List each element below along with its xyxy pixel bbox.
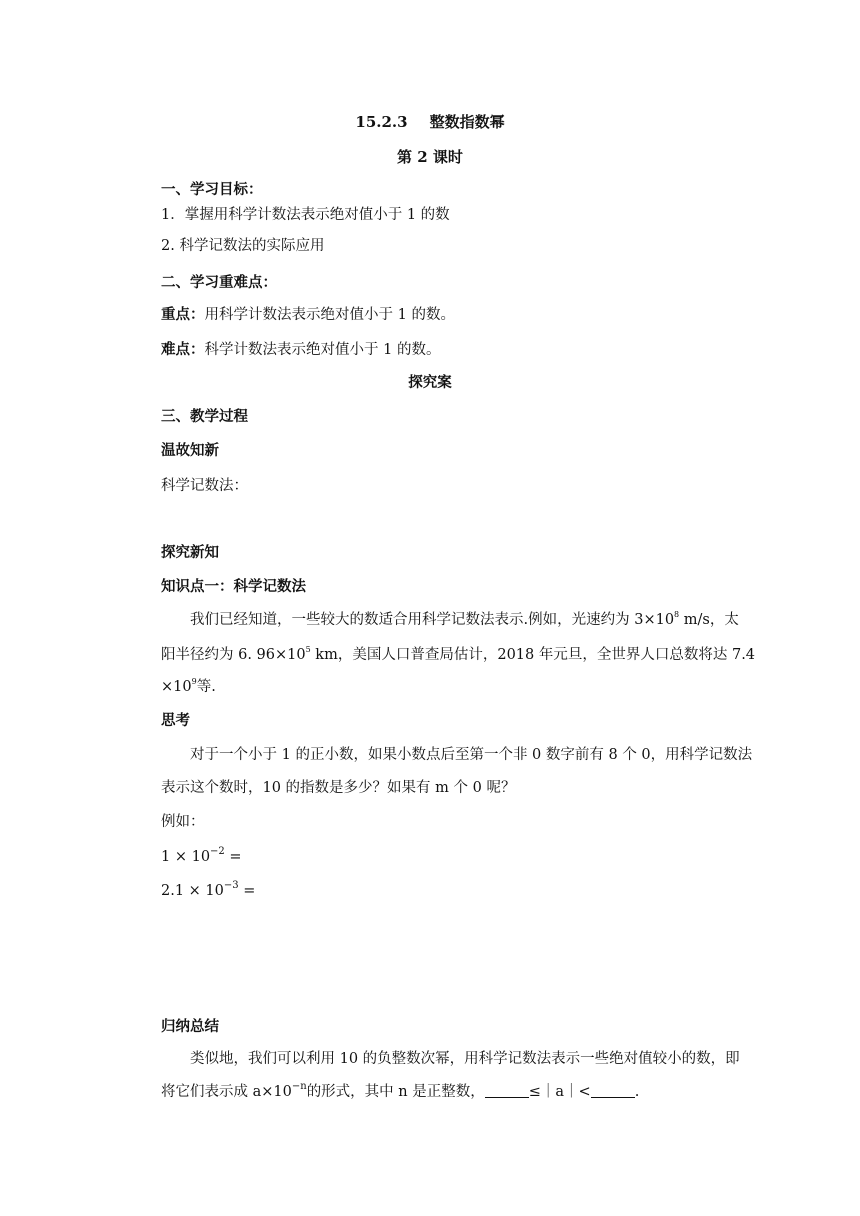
think-line-1: 对于一个小于 1 的正小数，如果小数点后至第一个非 0 数字前有 8 个 0，用科学记数法 [190, 747, 753, 763]
p3-text-a: ×10 [161, 679, 192, 695]
example-formula-1 [161, 847, 242, 867]
p2-exponent: 5 [305, 645, 311, 654]
p1-text-b: m/s，太 [679, 612, 739, 628]
title-text: 整数指数幂 [429, 113, 505, 131]
think-line-2: 表示这个数时，10 的指数是多少？如果有 m 个 0 呢？ [161, 780, 516, 796]
ex1-exponent: −2 [210, 846, 225, 857]
goals-heading: 一、学习目标： [161, 181, 263, 198]
review-text: 科学记数法： [161, 478, 248, 494]
ex2-equals: = [238, 883, 256, 899]
summary-heading: 归纳总结 [161, 1018, 219, 1035]
example-label: 例如： [161, 814, 205, 830]
example-formula-2 [161, 881, 255, 901]
page-title [0, 112, 860, 132]
summary-line-2 [161, 1082, 639, 1102]
key-label: 重点： [161, 306, 205, 323]
summary-line-1: 类似地，我们可以利用 10 的负整数次幂，用科学记数法表示一些绝对值较小的数，即 [190, 1051, 740, 1067]
review-heading: 温故知新 [161, 442, 219, 459]
fill-in-blank-2[interactable] [591, 1083, 635, 1098]
p2-text-b: km，美国人口普查局估计，2018 年元旦，全世界人口总数将达 7.4 [310, 647, 756, 663]
key-text: 用科学计数法表示绝对值小于 1 的数。 [204, 307, 455, 323]
think-heading: 思考 [161, 712, 190, 729]
knowledge-point-heading: 知识点一：科学记数法 [161, 578, 306, 595]
explore-paragraph-line-1 [190, 610, 739, 630]
explore-heading: 探究新知 [161, 544, 219, 561]
goal-item-2: 2. 科学记数法的实际应用 [161, 238, 325, 254]
summary-text-a: 将它们表示成 a×10 [161, 1084, 292, 1100]
explore-paragraph-line-2 [161, 645, 755, 665]
ex1-equals: = [224, 849, 242, 865]
ex2-base: 2.1 × 10 [161, 883, 224, 899]
summary-text-c: ≤｜a｜< [528, 1084, 591, 1100]
section-number: 15.2.3 [355, 113, 408, 131]
p3-text-b: 等. [196, 679, 216, 695]
difficult-point [161, 340, 440, 360]
explore-paragraph-line-3 [161, 677, 216, 697]
process-heading: 三、教学过程 [161, 408, 248, 425]
p2-text-a: 阳半径约为 6. 96×10 [161, 647, 306, 663]
summary-text-b: 的形式，其中 n 是正整数， [306, 1084, 485, 1100]
goal-item-1: 1．掌握用科学计数法表示绝对值小于 1 的数 [161, 207, 450, 223]
ex1-base: 1 × 10 [161, 849, 211, 865]
summary-exponent: −n [291, 1081, 307, 1092]
p1-text-a: 我们已经知道，一些较大的数适合用科学记数法表示.例如，光速约为 3×10 [190, 612, 675, 628]
fill-in-blank-1[interactable] [485, 1083, 529, 1098]
ex2-exponent: −3 [223, 880, 239, 891]
section-center-heading: 探究案 [408, 374, 452, 391]
page-subtitle: 第 2 课时 [397, 148, 463, 166]
p1-exponent: 8 [674, 610, 680, 619]
keypoints-heading: 二、学习重难点： [161, 274, 277, 291]
p3-exponent: 9 [191, 677, 197, 686]
summary-text-d: . [634, 1084, 640, 1100]
key-point [161, 305, 455, 325]
difficult-text: 科学计数法表示绝对值小于 1 的数。 [204, 342, 441, 358]
difficult-label: 难点： [161, 341, 205, 358]
